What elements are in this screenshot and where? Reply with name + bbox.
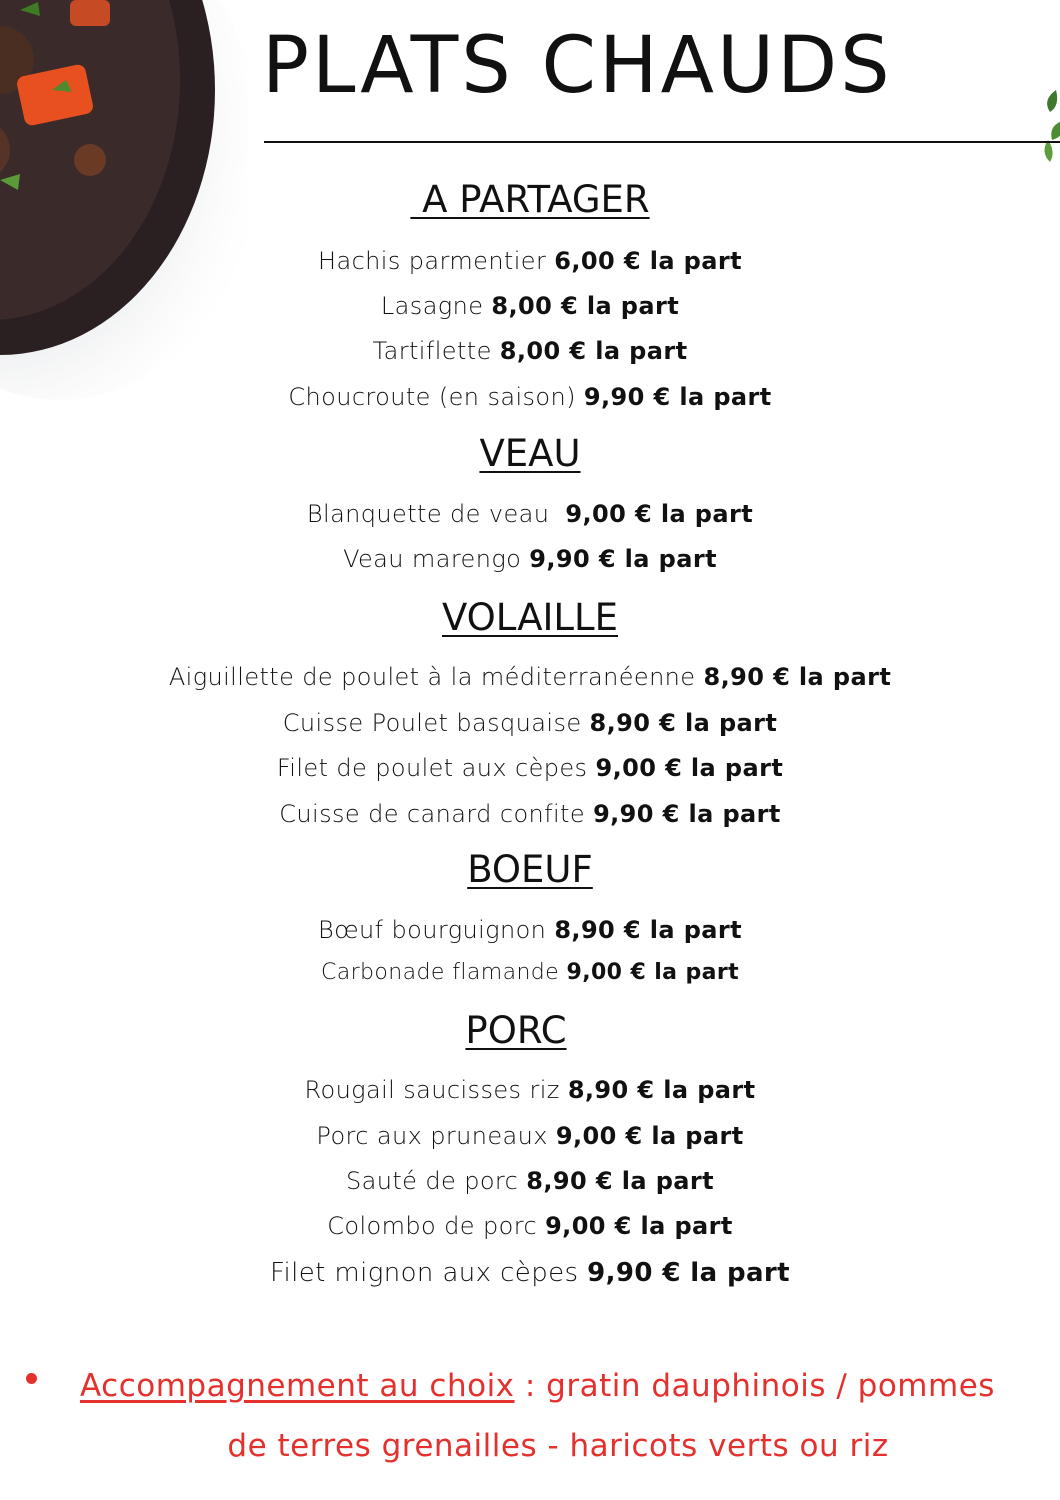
dish-name: Rougail saucisses riz [304,1076,560,1104]
menu-item [0,797,1060,831]
dish-name: Filet mignon aux cèpes [270,1258,579,1288]
dish-name: Porc aux pruneaux [316,1122,548,1150]
dish-name: Filet de poulet aux cèpes [276,754,588,782]
dish-price: 8,90 € la part [554,916,743,944]
dish-price: 9,00 € la part [555,1122,744,1150]
dish-name: Aiguillette de poulet à la méditerranéenne [168,663,696,691]
dish-price: 8,90 € la part [526,1167,714,1195]
dish-name: Lasagne [380,292,484,320]
menu-item [0,956,1060,990]
menu-item [0,913,1060,947]
dish-price: 8,90 € la part [589,709,778,737]
dish-name: Veau marengo [343,545,522,573]
section-heading-boeuf: BOEUF [467,848,593,891]
dish-price: 9,00 € la part [566,960,740,985]
dish-name: Blanquette de veau [306,500,558,528]
dish-name: Sauté de porc [346,1167,519,1195]
page-title: PLATS CHAUDS [262,21,893,111]
dish-price: 8,90 € la part [703,663,892,691]
section-heading-veau: VEAU [479,432,581,475]
dish-price: 9,90 € la part [587,1258,790,1288]
dish-price: 9,90 € la part [583,383,772,411]
menu-item [0,751,1060,785]
dish-price: 8,00 € la part [499,337,688,365]
menu-item [0,1119,1060,1153]
menu-item [0,497,1060,531]
note-label: Accompagnement au choix [80,1368,515,1404]
dish-price: 9,90 € la part [529,545,717,573]
menu-item [0,244,1060,278]
dish-name: Cuisse Poulet basquaise [282,709,582,737]
title-divider [264,141,1060,143]
dish-name: Hachis parmentier [318,247,547,275]
menu-item [0,706,1060,740]
menu-item [0,1256,1060,1290]
dish-name: Carbonade flamande [320,960,560,985]
section-heading-volaille: VOLAILLE [441,596,619,639]
section-heading-a-partager: A PARTAGER [410,178,650,221]
menu-item [0,289,1060,323]
dish-price: 8,00 € la part [491,292,680,320]
dish-name: Cuisse de canard confite [279,800,586,828]
dish-price: 9,00 € la part [565,500,754,528]
dish-price: 9,00 € la part [545,1212,733,1240]
herb-image [1026,80,1060,170]
menu-item [0,380,1060,414]
dish-price: 9,00 € la part [595,754,784,782]
menu-item [0,1209,1060,1243]
menu-item [0,660,1060,694]
note-text-line1: : gratin dauphinois / pommes [514,1368,995,1404]
dish-price: 8,90 € la part [567,1076,756,1104]
dish-price: 6,00 € la part [554,247,742,275]
dish-name: Tartiflette [372,337,492,365]
menu-item [0,1073,1060,1107]
dish-name: Colombo de porc [327,1212,538,1240]
menu-item [0,334,1060,368]
dish-name: Choucroute (en saison) [288,383,576,411]
bullet-icon [26,1373,37,1384]
section-heading-porc: PORC [465,1009,567,1052]
menu-item [0,542,1060,576]
dish-price: 9,90 € la part [593,800,781,828]
dish-name: Bœuf bourguignon [317,916,547,944]
note-text-line2: de terres grenailles - haricots verts ou riz [227,1428,889,1464]
menu-item [0,1164,1060,1198]
